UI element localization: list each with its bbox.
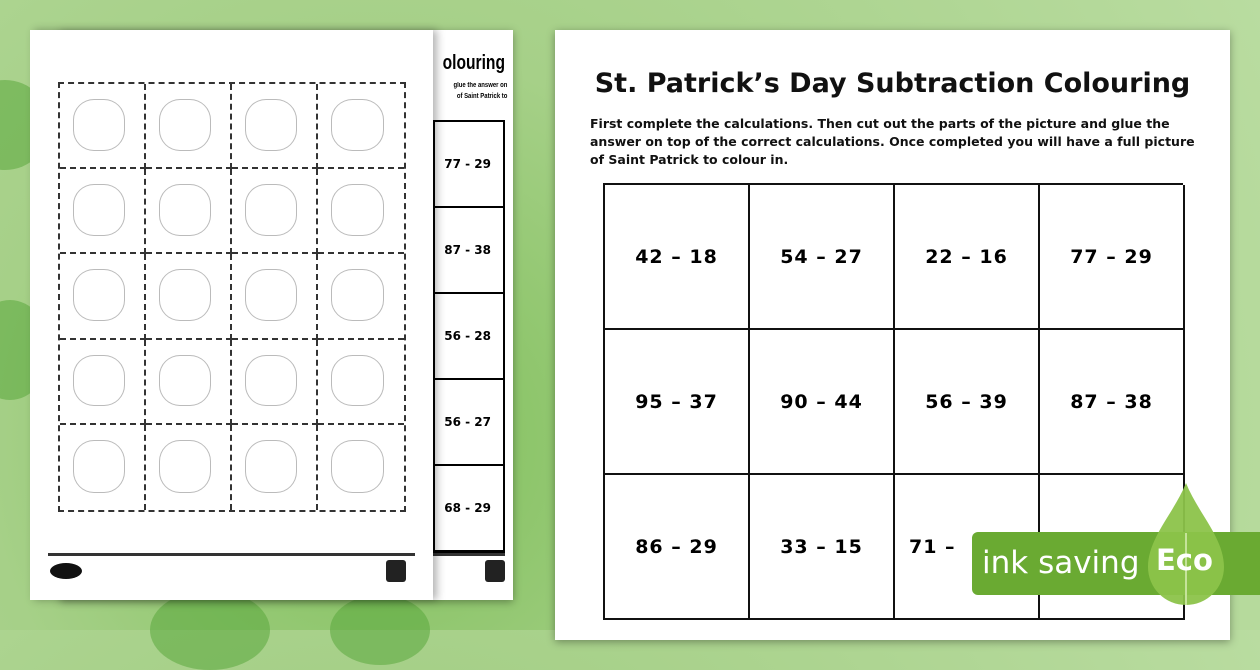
calc-cell: 54 – 27 bbox=[750, 185, 895, 330]
calc-cell: 56 – 39 bbox=[895, 330, 1040, 475]
clover-decoration bbox=[150, 590, 270, 670]
calc-cell: 71 – bbox=[895, 475, 1040, 620]
calc-cell: 56 - 27 bbox=[435, 380, 503, 466]
badge-text: ink saving bbox=[982, 545, 1140, 581]
calc-cell: 42 – 18 bbox=[605, 185, 750, 330]
instructions: First complete the calculations. Then cut out the parts of the picture and glue the answer on top of the correct calculations. Once completed you will have a full picture of Saint Patrick to colour in. bbox=[590, 116, 1195, 167]
cutout-piece bbox=[60, 340, 146, 425]
calc-cell: 86 – 29 bbox=[605, 475, 750, 620]
cutout-piece bbox=[60, 425, 146, 510]
eco-label: Eco bbox=[1156, 543, 1213, 577]
cutout-piece bbox=[232, 425, 318, 510]
clover-decoration bbox=[330, 595, 430, 665]
footer-line bbox=[48, 553, 415, 556]
calc-cell: 87 – 38 bbox=[1040, 330, 1185, 475]
instr-line: of Saint Patrick to bbox=[456, 93, 507, 100]
calc-cell: 95 – 37 bbox=[605, 330, 750, 475]
cutout-piece bbox=[232, 340, 318, 425]
calc-cell: 68 - 29 bbox=[435, 466, 503, 552]
calc-cell: 77 – 29 bbox=[1040, 185, 1185, 330]
cutout-piece bbox=[318, 84, 404, 169]
cutout-grid bbox=[58, 82, 406, 512]
calc-cell: 22 – 16 bbox=[895, 185, 1040, 330]
calc-cell: 87 - 38 bbox=[435, 208, 503, 294]
publisher-logo-icon bbox=[386, 560, 406, 582]
footer-line bbox=[433, 553, 505, 556]
page-title: St. Patrick’s Day Subtraction Colouring bbox=[594, 68, 1191, 99]
twinkl-logo-icon bbox=[485, 560, 505, 582]
cutout-piece bbox=[146, 84, 232, 169]
cutout-piece bbox=[146, 169, 232, 254]
cutout-piece bbox=[232, 84, 318, 169]
cutout-piece bbox=[318, 340, 404, 425]
calc-cell: 77 - 29 bbox=[435, 122, 503, 208]
cutout-piece bbox=[60, 84, 146, 169]
cutout-piece bbox=[318, 254, 404, 339]
cutout-piece bbox=[146, 340, 232, 425]
calc-cell: 90 – 44 bbox=[750, 330, 895, 475]
cutout-piece bbox=[60, 254, 146, 339]
twinkl-logo-icon bbox=[50, 563, 82, 579]
instr-line: glue the answer on bbox=[453, 82, 507, 89]
calc-cell: 56 - 28 bbox=[435, 294, 503, 380]
cutout-piece bbox=[146, 254, 232, 339]
back-calc-column bbox=[433, 120, 505, 554]
cutout-piece bbox=[60, 169, 146, 254]
cutout-picture-page bbox=[30, 30, 433, 600]
cutout-piece bbox=[232, 169, 318, 254]
cutout-piece bbox=[318, 169, 404, 254]
back-title: olouring bbox=[442, 52, 505, 74]
calc-cell: 33 – 15 bbox=[750, 475, 895, 620]
cutout-piece bbox=[318, 425, 404, 510]
cutout-piece bbox=[146, 425, 232, 510]
back-instructions bbox=[453, 80, 507, 102]
cutout-piece bbox=[232, 254, 318, 339]
